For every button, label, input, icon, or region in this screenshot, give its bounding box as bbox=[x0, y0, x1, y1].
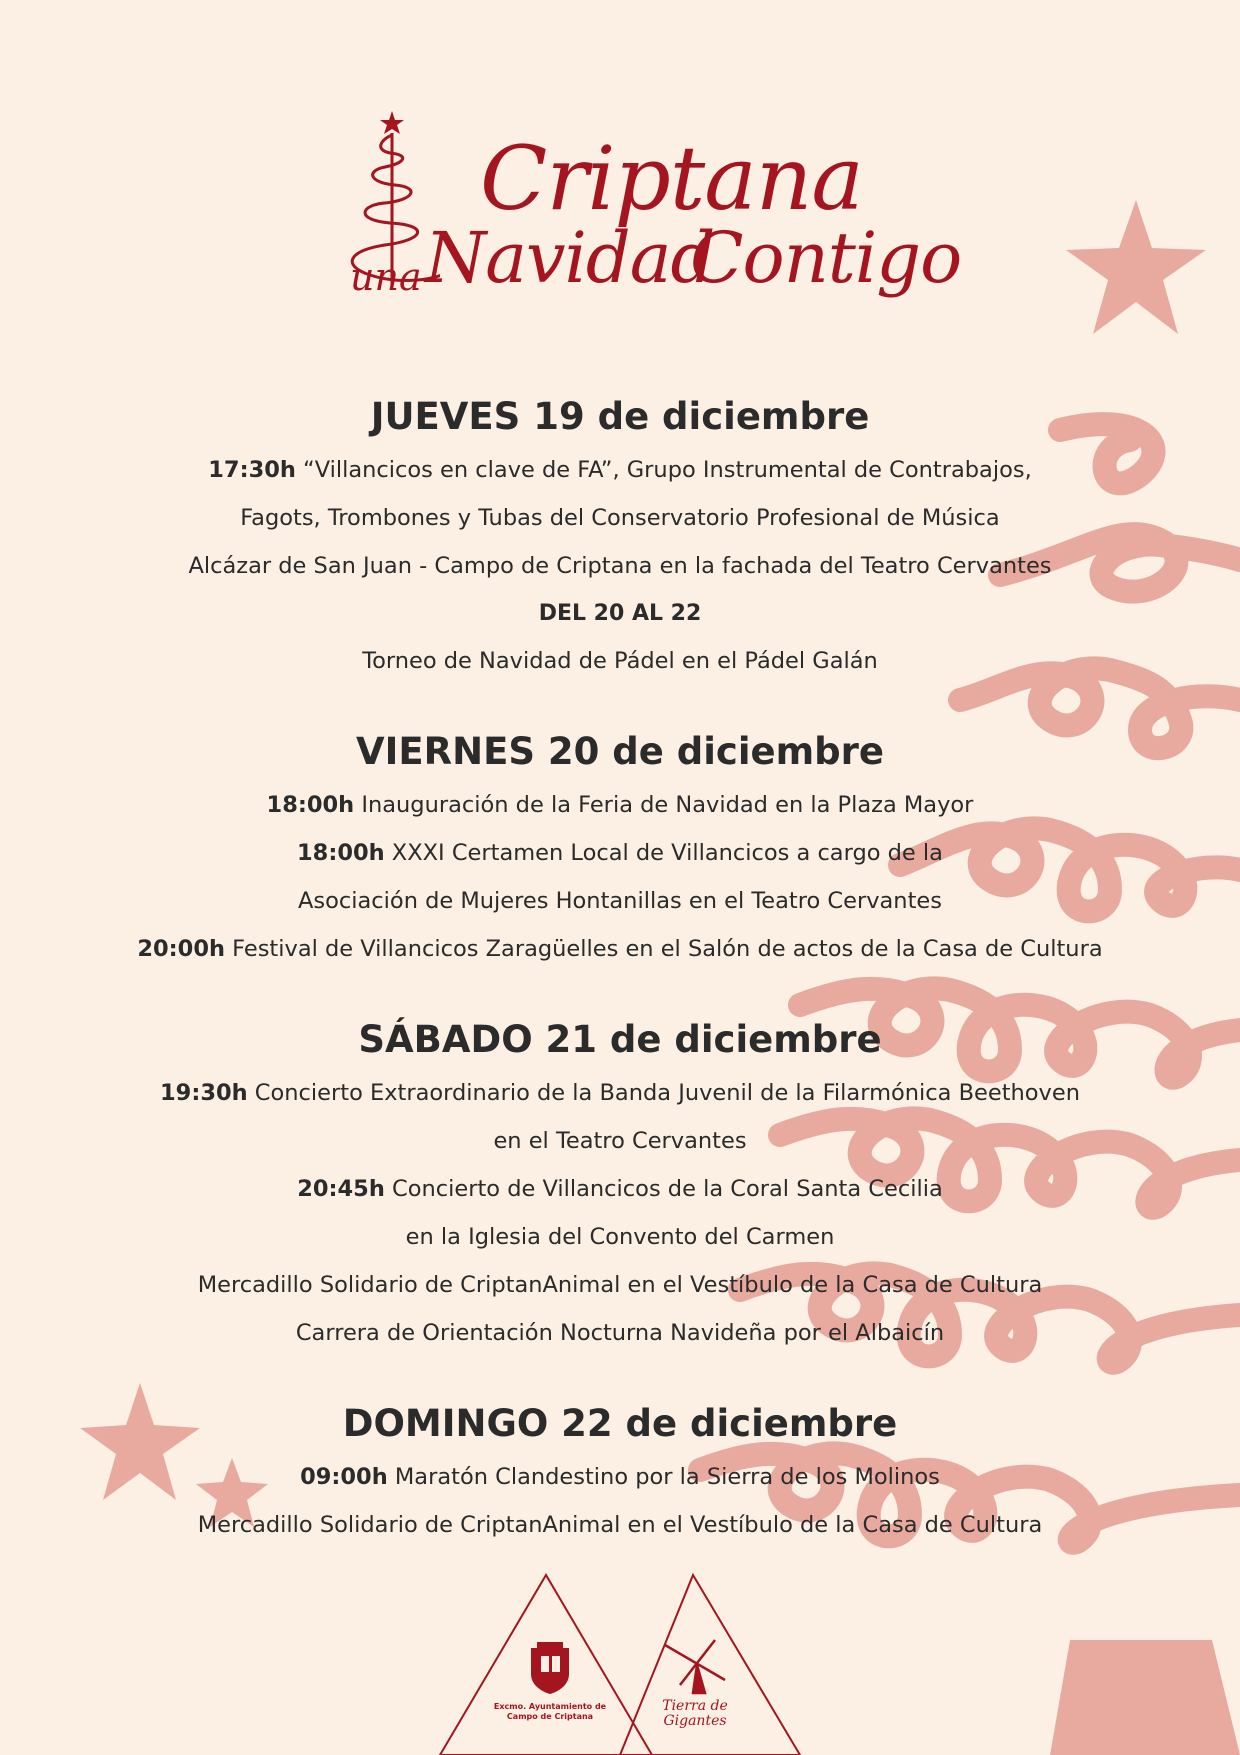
tierra-de-gigantes-logo bbox=[635, 1635, 755, 1735]
day-title: SÁBADO 21 de diciembre bbox=[358, 1018, 882, 1061]
event-text: Concierto Extraordinario de la Banda Juvenil de la Filarmónica Beethoven bbox=[247, 1080, 1080, 1106]
event-text: en la Iglesia del Convento del Carmen bbox=[405, 1224, 835, 1250]
event-line bbox=[0, 600, 1240, 626]
event-text: Mercadillo Solidario de CriptanAnimal en el Vestíbulo de la Casa de Cultura bbox=[197, 1272, 1043, 1298]
event-line bbox=[0, 1272, 1240, 1298]
event-text: Concierto de Villancicos de la Coral Santa Cecilia bbox=[384, 1176, 943, 1202]
event-text: Carrera de Orientación Nocturna Navideña por el Albaicín bbox=[295, 1320, 945, 1346]
tree-trunk bbox=[1050, 1640, 1240, 1755]
spiral-tree-decoration bbox=[700, 424, 1240, 1543]
event-time: 17:30h bbox=[208, 457, 296, 483]
event-text: Alcázar de San Juan - Campo de Criptana en la fachada del Teatro Cervantes bbox=[188, 553, 1052, 579]
event-line bbox=[0, 505, 1240, 531]
event-line bbox=[0, 1464, 1240, 1490]
event-line bbox=[0, 1128, 1240, 1154]
event-text: Asociación de Mujeres Hontanillas en el Teatro Cervantes bbox=[298, 888, 942, 914]
event-text: Festival de Villancicos Zaragüelles en el Salón de actos de la Casa de Cultura bbox=[225, 936, 1103, 962]
event-line bbox=[0, 888, 1240, 914]
event-time: 18:00h bbox=[266, 792, 355, 818]
event-time: 20:45h bbox=[297, 1176, 385, 1202]
event-text: XXXI Certamen Local de Villancicos a cargo de la bbox=[384, 840, 943, 866]
event-text: Fagots, Trombones y Tubas del Conservatorio Profesional de Música bbox=[240, 505, 1000, 531]
day-title: JUEVES 19 de diciembre bbox=[370, 395, 870, 438]
logo-word-navidad: Navidad bbox=[425, 217, 715, 299]
event-subheading: DEL 20 AL 22 bbox=[538, 601, 702, 626]
event-time: 18:00h bbox=[297, 840, 385, 866]
event-text: Inauguración de la Feria de Navidad en la Plaza Mayor bbox=[354, 792, 974, 818]
event-text: Mercadillo Solidario de CriptanAnimal en el Vestíbulo de la Casa de Cultura bbox=[197, 1512, 1043, 1538]
ayuntamiento-label: Excmo. Ayuntamiento de Campo de Criptana bbox=[493, 1702, 607, 1721]
event-line bbox=[0, 1176, 1240, 1202]
day-title: VIERNES 20 de diciembre bbox=[355, 730, 885, 773]
event-line bbox=[0, 457, 1240, 483]
event-line bbox=[0, 1320, 1240, 1346]
event-line bbox=[0, 840, 1240, 866]
coat-of-arms-icon bbox=[527, 1640, 573, 1696]
event-text: Torneo de Navidad de Pádel en el Pádel Galán bbox=[362, 648, 878, 674]
star-icon bbox=[1066, 200, 1206, 334]
logo-word-criptana: Criptana bbox=[480, 127, 863, 230]
event-line bbox=[0, 1512, 1240, 1538]
event-line bbox=[0, 1224, 1240, 1250]
tierra-de-gigantes-label: Tierra de Gigantes bbox=[662, 1698, 728, 1729]
event-line bbox=[0, 1080, 1240, 1106]
ayuntamiento-logo bbox=[490, 1640, 610, 1740]
logo-word-una: una bbox=[350, 255, 422, 299]
event-line bbox=[0, 553, 1240, 579]
event-time: 20:00h bbox=[137, 936, 225, 962]
event-line bbox=[0, 792, 1240, 818]
event-text: en el Teatro Cervantes bbox=[493, 1128, 747, 1154]
logo-word-contigo: Contigo bbox=[690, 217, 962, 299]
event-line bbox=[0, 648, 1240, 674]
event-line bbox=[0, 936, 1240, 962]
event-time: 09:00h bbox=[300, 1464, 388, 1490]
windmill-icon bbox=[655, 1635, 735, 1695]
day-title: DOMINGO 22 de diciembre bbox=[342, 1402, 898, 1445]
event-time: 19:30h bbox=[160, 1080, 248, 1106]
criptana-navidad-logo bbox=[330, 105, 962, 365]
event-text: “Villancicos en clave de FA”, Grupo Instrumental de Contrabajos, bbox=[295, 457, 1032, 483]
event-text: Maratón Clandestino por la Sierra de los Molinos bbox=[387, 1464, 940, 1490]
